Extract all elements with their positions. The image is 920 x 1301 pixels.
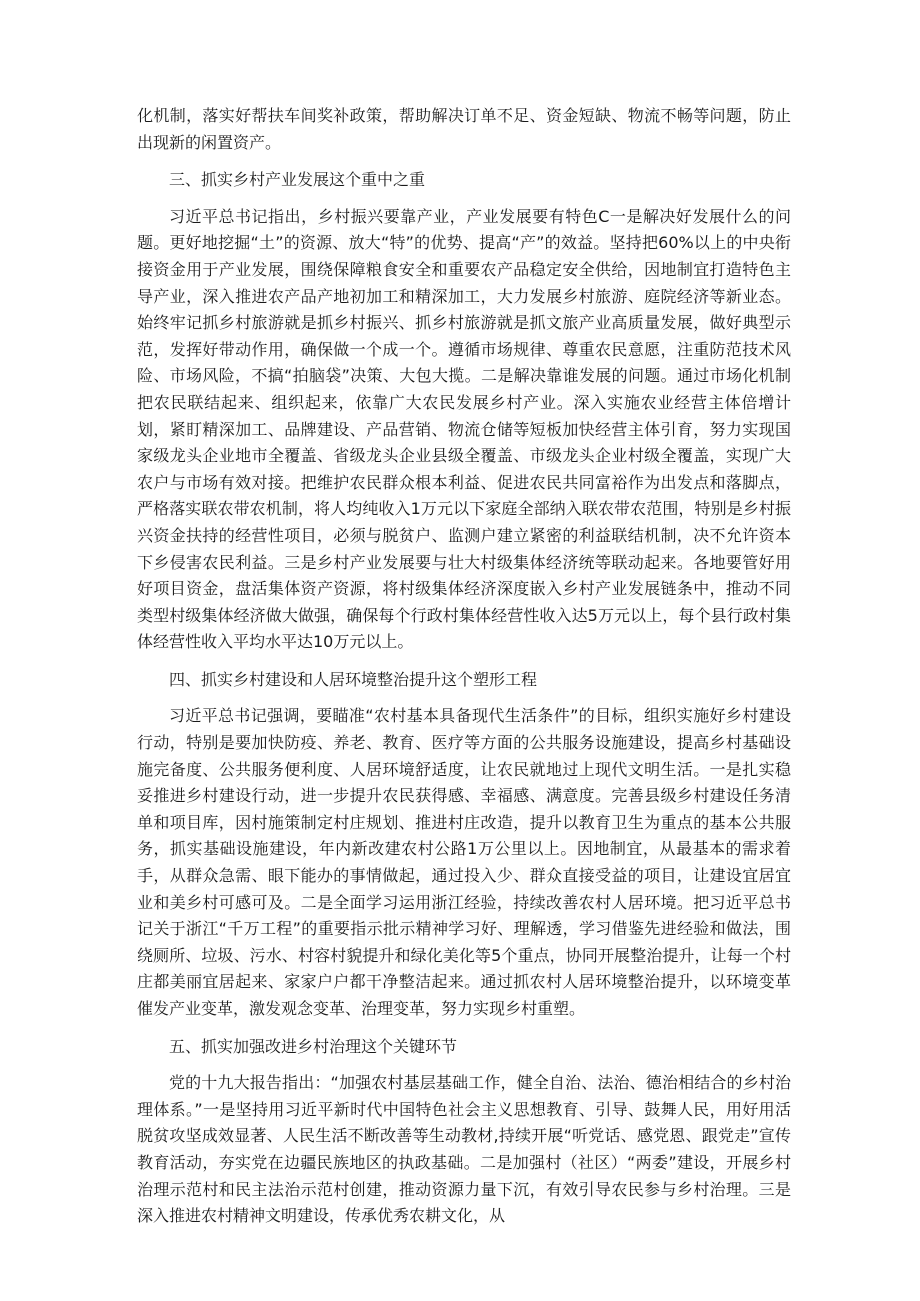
opening-paragraph: 化机制，落实好帮扶车间奖补政策，帮助解决订单不足、资金短缺、物流不畅等问题，防止出现新的闲置资产。 — [137, 106, 791, 152]
section-5-heading: 五、抓实加强改进乡村治理这个关键环节 — [169, 1036, 458, 1056]
section-4-body: 习近平总书记强调，要瞄准“农村基本具备现代生活条件”的目标，组织实施好乡村建设行动，特别是要加快防疫、养老、教育、医疗等方面的公共服务设施建设，提高乡村基础设施完备度、公共服务便利度、人居环境舒适度，让农民就地过上现代文明生活。一是扎实稳妥推进乡村建设行动，进一步提升农民获得感、幸福感、满意度。完善县级乡村建设任务清单和项目库，因村施策制定村庄规划、推进村庄改造，提升以教育卫生为重点的基本公共服务，抓实基础设施建设，年内新改建农村公路1万公里以上。因地制宜，从最基本的需求着手，从群众急需、眼下能办的事情做起，通过投入少、群众直接受益的项目，让建设宜居宜业和美乡村可感可及。二是全面学习运用浙江经验，持续改善农村人居环境。把习近平总书记关于浙江“千万工程”的重要指示批示精神学习好、理解透，学习借鉴先进经验和做法，围绕厕所、垃圾、污水、村容村貌提升和绿化美化等5个重点，协同开展整治提升，让每一个村庄都美丽宜居起来、家家户户都干净整洁起来。通过抓农村人居环境整治提升，以环境变革催发产业变革，激发观念变革、治理变革，努力实现乡村重塑。 — [137, 706, 791, 1018]
document-body — [137, 103, 791, 1230]
section-5-body: 党的十九大报告指出：“加强农村基层基础工作，健全自治、法治、德治相结合的乡村治理体系。”一是坚持用习近平新时代中国特色社会主义思想教育、引导、鼓舞人民，用好用活脱贫攻坚成效显著、人民生活不断改善等生动教材,持续开展“听党话、感党恩、跟党走”宣传教育活动，夯实党在边疆民族地区的执政基础。二是加强村（社区）“两委”建设，开展乡村治理示范村和民主法治示范村创建，推动资源力量下沉，有效引导农民参与乡村治理。三是深入推进农村精神文明建设，传承优秀农耕文化，从 — [137, 1073, 791, 1226]
section-3-body: 习近平总书记指出，乡村振兴要靠产业，产业发展要有特色C一是解决好发展什么的问题。更好地挖掘“土”的资源、放大“特”的优势、提高“产”的效益。坚持把60%以上的中央衔接资金用于产业发展，围绕保障粮食安全和重要农产品稳定安全供给，因地制宜打造特色主导产业，深入推进农产品产地初加工和精深加工，大力发展乡村旅游、庭院经济等新业态。始终牢记抓乡村旅游就是抓乡村振兴、抓乡村旅游就是抓文旅产业高质量发展，做好典型示范，发挥好带动作用，确保做一个成一个。遵循市场规律、尊重农民意愿，注重防范技术风险、市场风险，不搞“拍脑袋”决策、大包大揽。二是解决靠谁发展的问题。通过市场化机制把农民联结起来、组织起来，依靠广大农民发展乡村产业。深入实施农业经营主体倍增计划，紧盯精深加工、品牌建设、产品营销、物流仓储等短板加快经营主体引育，努力实现国家级龙头企业地市全覆盖、省级龙头企业县级全覆盖、市级龙头企业村级全覆盖，实现广大农户与市场有效对接。把维护农民群众根本利益、促进农民共同富裕作为出发点和落脚点，严格落实联农带农机制，将人均纯收入1万元以下家庭全部纳入联农带农范围，特别是乡村振兴资金扶持的经营性项目，必须与脱贫户、监测户建立紧密的利益联结机制，决不允许资本下乡侵害农民利益。三是乡村产业发展要与壮大村级集体经济统等联动起来。各地要管好用好项目资金，盘活集体资产资源，将村级集体经济深度嵌入乡村产业发展链条中，推动不同类型村级集体经济做大做强，确保每个行政村集体经营性收入达5万元以上，每个县行政村集体经营性收入平均水平达10万元以上。 — [137, 206, 791, 652]
section-4-heading: 四、抓实乡村建设和人居环境整治提升这个塑形工程 — [169, 669, 538, 689]
section-3-heading: 三、抓实乡村产业发展这个重中之重 — [169, 170, 426, 190]
